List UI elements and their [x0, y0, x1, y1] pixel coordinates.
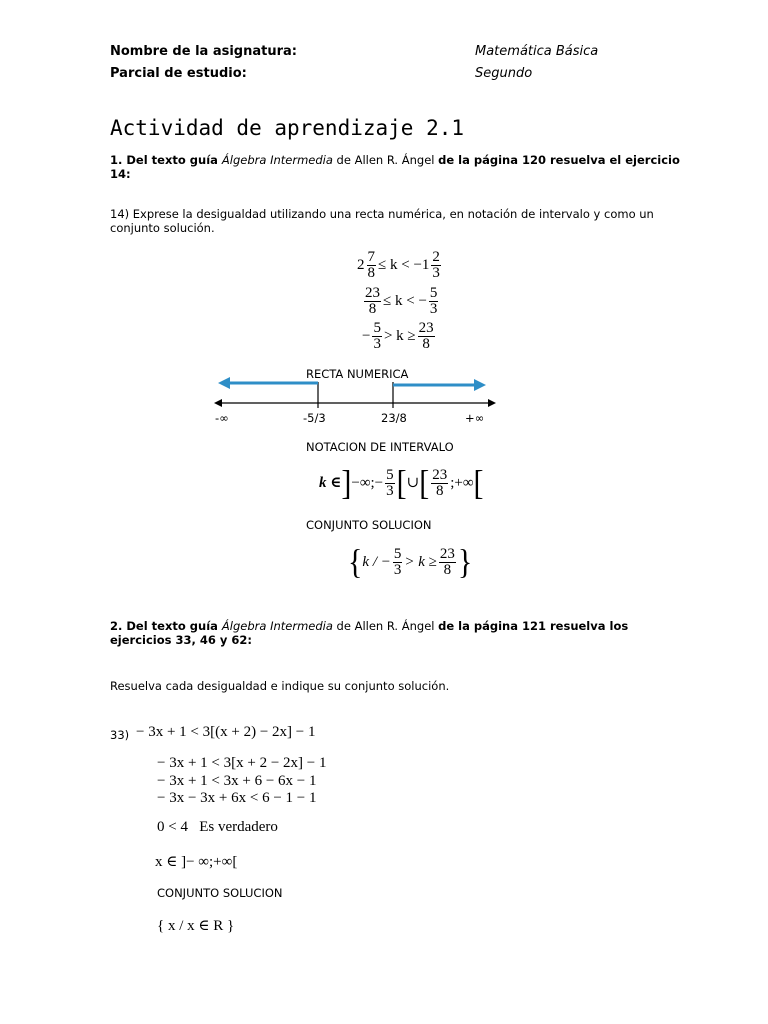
ex33-set-title: CONJUNTO SOLUCION: [157, 886, 283, 900]
ex33-label: 33): [110, 728, 130, 742]
q1-statement-line2: conjunto solución.: [110, 221, 215, 235]
tick-label-23-8: 23/8: [381, 411, 407, 425]
q2-heading-cont: ejercicios 33, 46 y 62:: [110, 633, 252, 647]
solution-set-expression: {k / − $\frac{5}{3}$ > k ≥ $\frac{23}{8}$ }: [348, 542, 473, 581]
inequality-line-3: − $\frac{5}{3}$ > k ≥ $\frac{23}{8}$: [362, 320, 434, 352]
ex33-step-3: − 3x − 3x + 6x < 6 − 1 − 1: [157, 790, 317, 806]
inequality-line-1: 2 $\frac{7}{8}$ ≤ k < −1 $\frac{2}{3}$: [357, 249, 440, 281]
ex33-step-2: − 3x + 1 < 3x + 6 − 6x − 1: [157, 773, 317, 789]
axis-right-arrowhead: [488, 399, 496, 407]
q1-heading: 1. Del texto guía Álgebra Intermedia de Allen R. Ángel de la página 120 resuelva el ejercicio: [110, 153, 680, 167]
number-line: [210, 372, 500, 412]
q1-statement-line1: 14) Exprese la desigualdad utilizando una recta numérica, en notación de intervalo y como un: [110, 207, 654, 221]
ex33-step-1: − 3x + 1 < 3[x + 2 − 2x] − 1: [157, 755, 327, 771]
subject-value: Matemática Básica: [475, 44, 599, 59]
number-line-title: RECTA NUMERICA: [306, 367, 409, 381]
solution-ray-left-arrowhead: [218, 377, 230, 389]
ex33-truth: 0 < 4 Es verdadero: [157, 819, 278, 835]
period-label: Parcial de estudio:: [110, 66, 247, 81]
axis-left-arrowhead: [214, 399, 222, 407]
q2-instruction: Resuelva cada desigualdad e indique su conjunto solución.: [110, 679, 450, 693]
interval-title: NOTACION DE INTERVALO: [306, 440, 454, 454]
ex33-set: { x / x ∈ R }: [157, 918, 235, 934]
q2-heading: 2. Del texto guía Álgebra Intermedia de Allen R. Ángel de la página 121 resuelva los: [110, 619, 629, 633]
ex33-expression: − 3x + 1 < 3[(x + 2) − 2x] − 1: [136, 724, 316, 740]
solution-ray-right-arrowhead: [474, 379, 486, 391]
interval-expression: k ∈]−∞;− $\frac{5}{3}$ [∪[ $\frac{23}{8}$ ;+∞[: [319, 463, 484, 502]
period-value: Segundo: [475, 66, 533, 81]
tick-label-neg-inf: -∞: [215, 411, 229, 425]
subject-label: Nombre de la asignatura:: [110, 44, 297, 59]
inequality-line-2: $\frac{23}{8}$ ≤ k < − $\frac{5}{3}$: [365, 285, 438, 317]
q1-heading-cont: 14:: [110, 167, 131, 181]
page-title: Actividad de aprendizaje 2.1: [110, 116, 465, 140]
ex33-interval: x ∈ ]− ∞;+∞[: [155, 854, 238, 870]
tick-label-neg-5-3: -5/3: [303, 411, 326, 425]
solution-set-title: CONJUNTO SOLUCION: [306, 518, 432, 532]
tick-label-pos-inf: +∞: [465, 411, 485, 425]
